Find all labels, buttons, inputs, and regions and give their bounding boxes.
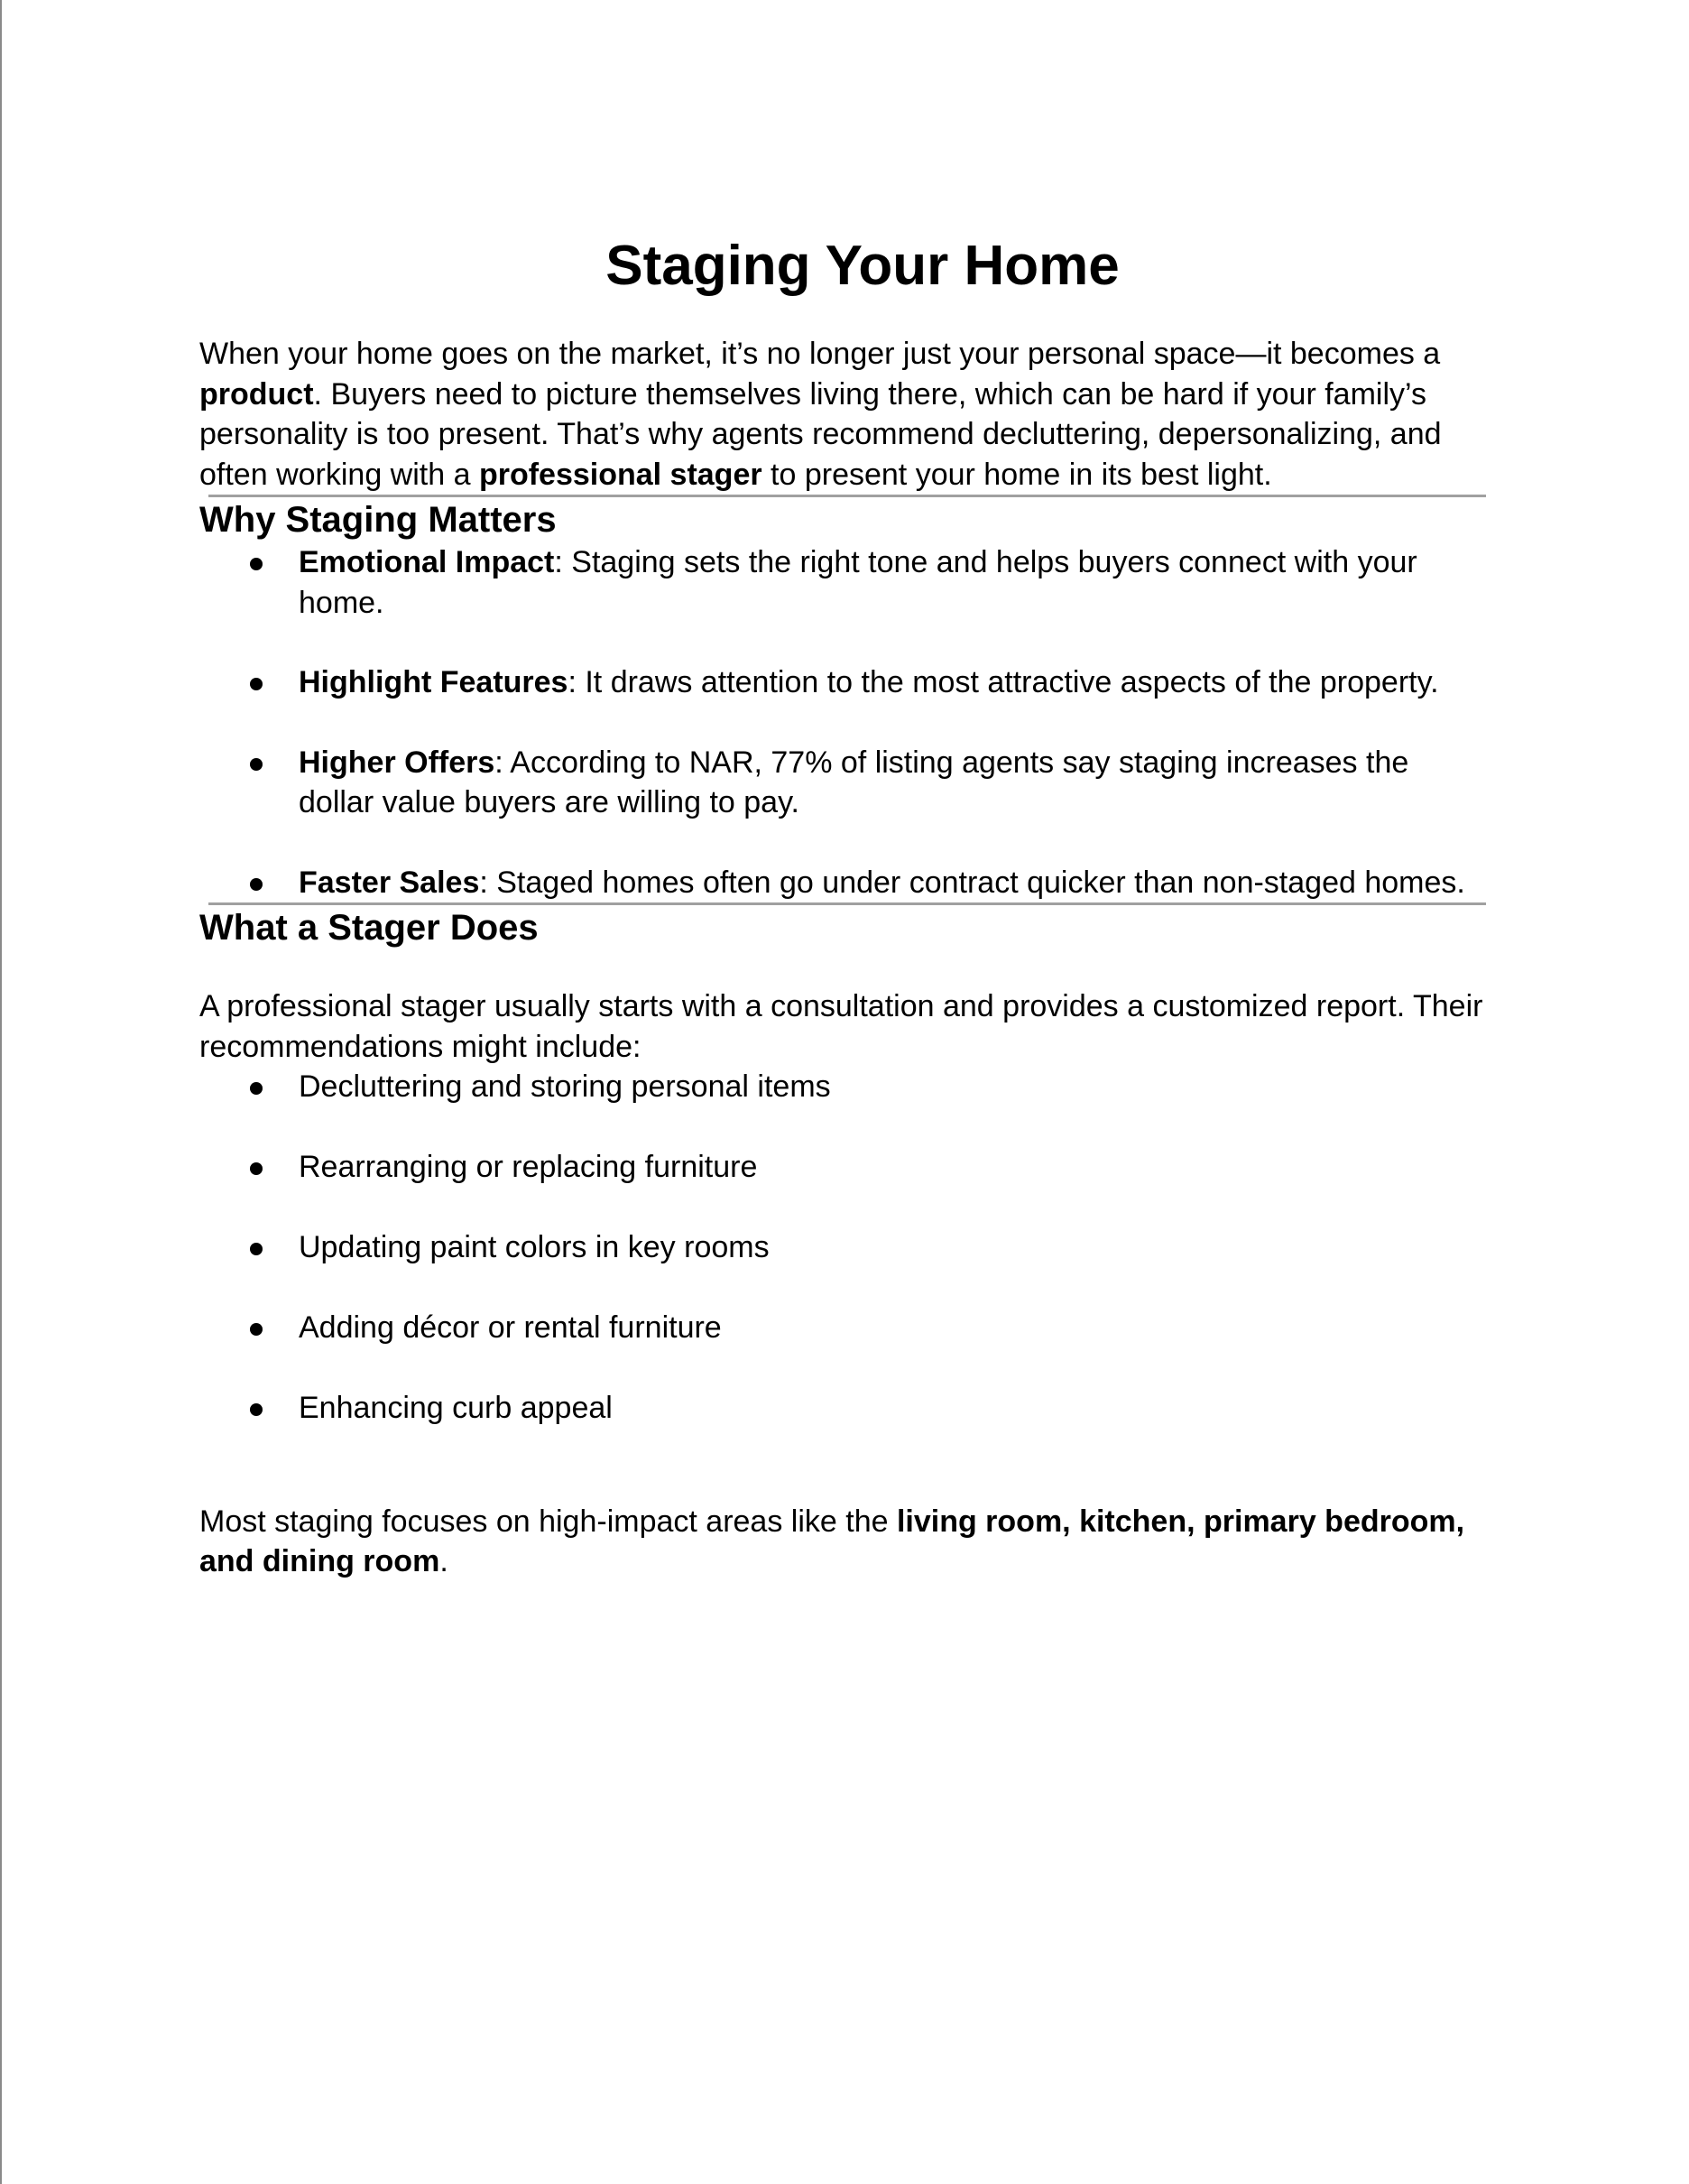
document-page: [199, 226, 1490, 1582]
intro-bold-stager: professional stager: [478, 457, 762, 492]
list-item: [199, 1147, 1490, 1188]
stager-intro-paragraph: A professional stager usually starts with a consultation and provides a customized report. Their recommendations might include:: [199, 989, 1483, 1064]
bullet-term: Faster Sales: [299, 865, 480, 900]
list-item: [199, 743, 1490, 823]
stager-recommendations-list: [199, 1067, 1490, 1429]
bullet-term: Highlight Features: [299, 665, 568, 699]
section-heading-why-staging: Why Staging Matters: [199, 500, 557, 540]
list-item: [199, 1227, 1490, 1268]
list-item: [199, 1388, 1490, 1429]
bullet-text: Decluttering and storing personal items: [299, 1069, 831, 1104]
intro-paragraph: [199, 334, 1490, 495]
bullet-icon: [250, 1162, 263, 1175]
bullet-icon: [250, 1403, 263, 1416]
bullet-text: : Staged homes often go under contract quicker than non-staged homes.: [479, 865, 1465, 900]
bullet-text: Enhancing curb appeal: [299, 1391, 613, 1425]
bullet-term: Emotional Impact: [299, 545, 555, 579]
document-title: Staging Your Home: [605, 235, 1120, 297]
bullet-icon: [250, 878, 263, 891]
intro-text-1: When your home goes on the market, it’s no longer just your personal space—it becomes a: [199, 337, 1441, 371]
bullet-icon: [250, 1082, 263, 1095]
closing-text-1: Most staging focuses on high-impact areas like the: [199, 1504, 897, 1539]
bullet-term: Higher Offers: [299, 745, 495, 780]
bullet-icon: [250, 678, 263, 690]
closing-paragraph: [199, 1502, 1490, 1582]
why-staging-list: [199, 542, 1490, 902]
bullet-text: Updating paint colors in key rooms: [299, 1230, 770, 1264]
bullet-text: Rearranging or replacing furniture: [299, 1150, 758, 1184]
intro-text-3: to present your home in its best light.: [761, 457, 1272, 492]
bullet-text: : According to NAR, 77% of listing agents say staging increases the dollar value buyers are willing to pay.: [299, 745, 1409, 819]
intro-bold-product: product: [199, 376, 314, 412]
bullet-icon: [250, 758, 263, 771]
section-heading-what-stager-does: What a Stager Does: [199, 908, 539, 948]
bullet-icon: [250, 558, 263, 570]
intro-text-2: . Buyers need to picture themselves living there, which can be hard if your family’s personality is too present. That’s why agents recommend decluttering, depersonalizing, and often working with a: [199, 376, 1442, 492]
list-item: [199, 542, 1490, 623]
bullet-icon: [250, 1243, 263, 1255]
bullet-text: Adding décor or rental furniture: [299, 1310, 722, 1345]
closing-text-2: .: [439, 1544, 448, 1578]
list-item: [199, 662, 1490, 703]
list-item: [199, 1308, 1490, 1348]
list-item: [199, 863, 1490, 903]
bullet-text: : It draws attention to the most attractive aspects of the property.: [568, 665, 1439, 699]
bullet-text: : Staging sets the right tone and helps buyers connect with your home.: [299, 545, 1417, 620]
closing-bold-areas: living room, kitchen, primary bedroom, and dining room: [199, 1504, 1465, 1578]
list-item: [199, 1067, 1490, 1107]
page-edge: [0, 0, 2, 2184]
bullet-icon: [250, 1323, 263, 1336]
